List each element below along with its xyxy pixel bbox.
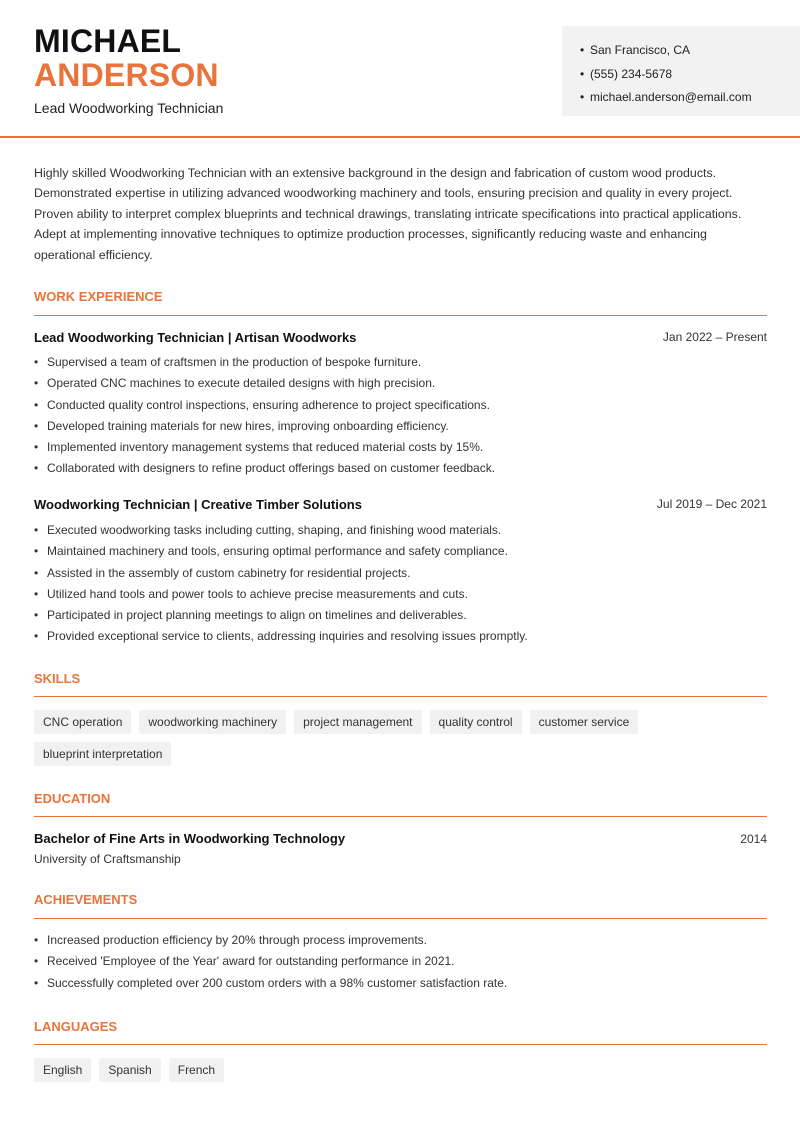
skill-chip: woodworking machinery <box>139 710 286 734</box>
language-chip: French <box>169 1058 224 1082</box>
achievements-list <box>34 930 767 994</box>
list-item: • Implemented inventory management systems that reduced material costs by 15%. <box>34 437 767 458</box>
resume-header <box>0 0 800 136</box>
job-role: Lead Woodworking Technician <box>34 100 224 116</box>
skills-title: SKILLS <box>34 671 81 686</box>
list-item: • Provided exceptional service to clients, addressing inquiries and resolving issues promptly. <box>34 626 767 647</box>
languages-divider <box>34 1044 767 1045</box>
education-divider <box>34 816 767 817</box>
contact-email: • michael.anderson@email.com <box>580 86 800 110</box>
work-experience-title: WORK EXPERIENCE <box>34 289 163 304</box>
header-divider <box>0 136 800 138</box>
list-item: • Increased production efficiency by 20% through process improvements. <box>34 930 767 951</box>
skill-chip: quality control <box>430 710 522 734</box>
summary-text: Highly skilled Woodworking Technician with an extensive background in the design and fabrication of custom wood products. Demonstrated expertise in utilizing advanced woodworking machinery and tools, ensuring precision and quality in every project. Proven ability to interpret complex blueprints and technical drawings, translating intricate specifications into practical applications. Adept at implementing innovative techniques to optimize production processes, significantly reducing waste and enhancing operational efficiency. <box>34 166 742 262</box>
contact-box <box>562 26 800 116</box>
languages-title: LANGUAGES <box>34 1019 118 1034</box>
contact-location: • San Francisco, CA <box>580 39 800 63</box>
contact-phone: • (555) 234-5678 <box>580 63 800 87</box>
skills-divider <box>34 696 767 697</box>
language-chip: English <box>34 1058 91 1082</box>
job-date-1: Jan 2022 – Present <box>662 330 767 344</box>
list-item: • Operated CNC machines to execute detailed designs with high precision. <box>34 373 767 394</box>
skill-chip: blueprint interpretation <box>34 742 171 766</box>
skill-chip: customer service <box>530 710 639 734</box>
languages-list <box>34 1058 767 1082</box>
list-item: • Executed woodworking tasks including cutting, shaping, and finishing wood materials. <box>34 520 767 541</box>
list-item: • Participated in project planning meetings to align on timelines and deliverables. <box>34 605 767 626</box>
skill-chip: CNC operation <box>34 710 131 734</box>
candidate-name <box>34 24 219 92</box>
education-school: University of Craftsmanship <box>34 852 181 866</box>
list-item: • Developed training materials for new hires, improving onboarding efficiency. <box>34 416 767 437</box>
job-title-2: Woodworking Technician | Creative Timber Solutions <box>34 497 362 512</box>
list-item: • Conducted quality control inspections, ensuring adherence to project specifications. <box>34 395 767 416</box>
list-item: • Assisted in the assembly of custom cabinetry for residential projects. <box>34 563 767 584</box>
job-2-bullets <box>34 520 767 648</box>
education-title: EDUCATION <box>34 791 111 806</box>
achievements-title: ACHIEVEMENTS <box>34 892 138 907</box>
work-experience-divider <box>34 315 767 316</box>
education-degree: Bachelor of Fine Arts in Woodworking Technology <box>34 831 346 846</box>
list-item: • Received 'Employee of the Year' award for outstanding performance in 2021. <box>34 951 767 972</box>
achievements-divider <box>34 918 767 919</box>
skills-list <box>34 710 767 766</box>
language-chip: Spanish <box>99 1058 160 1082</box>
job-date-2: Jul 2019 – Dec 2021 <box>656 497 767 511</box>
list-item: • Utilized hand tools and power tools to achieve precise measurements and cuts. <box>34 584 767 605</box>
list-item: • Supervised a team of craftsmen in the production of bespoke furniture. <box>34 352 767 373</box>
skill-chip: project management <box>294 710 421 734</box>
job-title-1: Lead Woodworking Technician | Artisan Woodworks <box>34 330 357 345</box>
first-name: MICHAEL <box>34 23 182 59</box>
job-1-bullets <box>34 352 767 480</box>
list-item: • Maintained machinery and tools, ensuring optimal performance and safety compliance. <box>34 541 767 562</box>
list-item: • Collaborated with designers to refine product offerings based on customer feedback. <box>34 458 767 479</box>
last-name: ANDERSON <box>34 57 219 93</box>
education-year: 2014 <box>740 832 767 846</box>
list-item: • Successfully completed over 200 custom orders with a 98% customer satisfaction rate. <box>34 973 767 994</box>
